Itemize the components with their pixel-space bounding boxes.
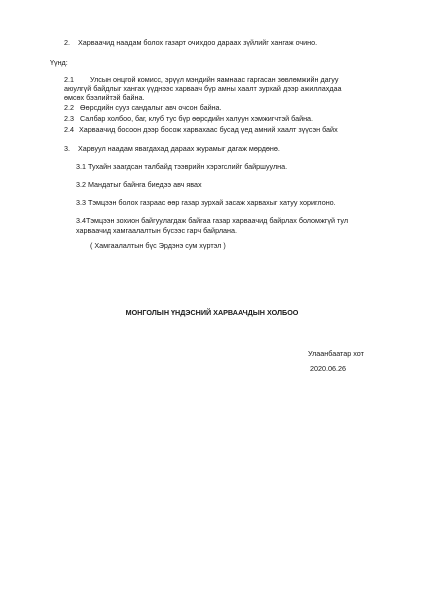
item-2-number: 2. bbox=[64, 38, 70, 47]
item-3-1: 3.1 Тухайн заагдсан талбайд тээврийн хэрэгслийг байршуулна. bbox=[76, 162, 288, 171]
item-2-2 bbox=[64, 103, 222, 112]
reason-label: Үүнд: bbox=[50, 58, 68, 67]
item-2-2-number: 2.2 bbox=[64, 103, 74, 112]
item-2-4 bbox=[64, 125, 338, 134]
item-2-4-number: 2.4 bbox=[64, 125, 74, 134]
item-2-3 bbox=[64, 114, 313, 123]
item-3-3: 3.3 Тэмцээн болох газраас өөр газар зурхай засаж харвахыг хатуу хориглоно. bbox=[76, 198, 336, 207]
item-2-3-number: 2.3 bbox=[64, 114, 74, 123]
organization-name: МОНГОЛЫН ҮНДЭСНИЙ ХАРВААЧДЫН ХОЛБОО bbox=[125, 308, 299, 317]
item-2-1-line-2: аюулгүй байдлыг хангах үүднээс харваач бүр амны хаалт зурхай дээр ажиллахдаа bbox=[64, 84, 342, 93]
item-2-1-line-3: өмсөх бээлийтэй байна. bbox=[64, 93, 145, 102]
item-2 bbox=[64, 38, 317, 47]
protection-zone-note: ( Хамгаалалтын бүс Эрдэнэ сум хүртэл ) bbox=[90, 241, 226, 250]
date: 2020.06.26 bbox=[310, 364, 346, 373]
item-2-text: Харваачид наадам болох газарт очихдоо дараах зүйлийг хангаж очино. bbox=[78, 38, 318, 47]
item-2-3-text: Салбар холбоо, баг, клуб тус бүр өөрсдийн халуун хэмжигчтэй байна. bbox=[80, 114, 314, 123]
item-2-1-number: 2.1 bbox=[64, 75, 74, 84]
item-2-4-text: Харваачид босоон дээр босож харвахаас бусад үед амний хаалт зүүсэн байх bbox=[79, 125, 338, 134]
item-3-text: Харвуул наадам явагдахад дараах журамыг дагаж мөрдөнө. bbox=[78, 144, 280, 153]
item-3-2: 3.2 Мандатыг байнга биедээ авч явах bbox=[76, 180, 202, 189]
item-3 bbox=[64, 144, 280, 153]
item-2-2-text: Өөрсдийн сууз сандалыг авч очсон байна. bbox=[80, 103, 222, 112]
item-3-number: 3. bbox=[64, 144, 70, 153]
city: Улаанбаатар хот bbox=[308, 349, 364, 358]
item-2-1-line-1: Улсын онцгой комисс, эрүүл мэндийн яамнаас гаргасан зөвлөмжийн дагуу bbox=[90, 75, 339, 84]
item-3-4-line-1: 3.4Тэмцээн зохион байгуулагдаж байгаа газар харваачид байрлах боломжгүй тул bbox=[76, 216, 349, 225]
item-3-4-line-2: харваачид хамгаалалтын бүсээс гарч байрлана. bbox=[76, 226, 237, 235]
